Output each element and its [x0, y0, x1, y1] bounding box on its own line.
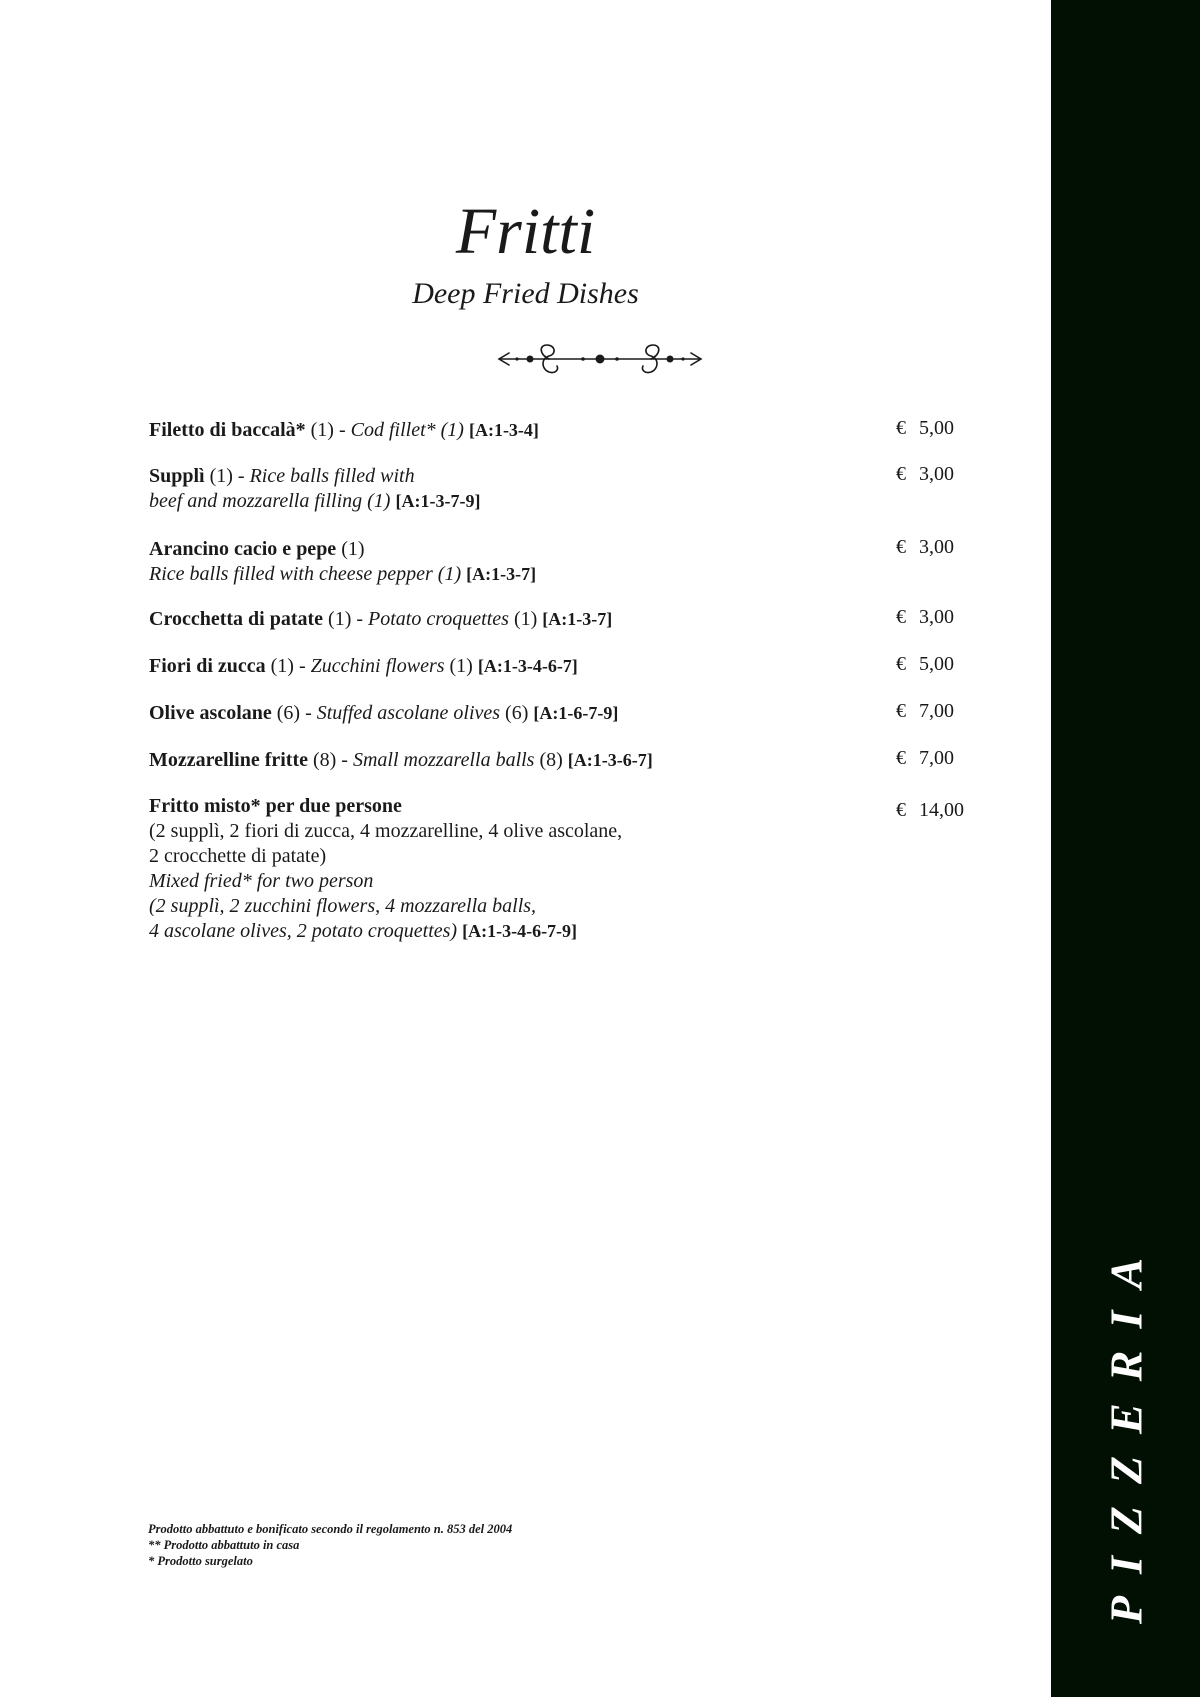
item-allergens: [A:1-3-6-7]: [567, 750, 653, 770]
item-price-value: 7,00: [919, 700, 954, 722]
currency-symbol: €: [896, 700, 906, 722]
item-english-quantity: (1): [444, 655, 478, 677]
menu-item-description: [149, 607, 989, 632]
item-name: Olive ascolane: [149, 702, 272, 724]
menu-item: [149, 464, 989, 514]
item-allergens: [A:1-3-4-6-7-9]: [462, 921, 578, 941]
item-name: Filetto di baccalà*: [149, 419, 306, 441]
currency-symbol: €: [896, 747, 906, 769]
item-english-quantity: (6): [500, 702, 534, 724]
item-name: Fritto misto* per due persone: [149, 795, 402, 817]
item-name: Supplì: [149, 465, 205, 487]
item-quantity: (1) -: [204, 465, 250, 487]
item-english-name: Stuffed ascolane olives: [316, 702, 501, 724]
item-price: [896, 416, 954, 441]
item-english-quantity: (8): [534, 749, 568, 771]
item-price: [896, 605, 954, 630]
menu-item-description: [149, 654, 989, 679]
menu-item-description: [149, 418, 989, 443]
sidebar-label: PIZZERIA: [1100, 1235, 1151, 1625]
menu-item: [149, 794, 989, 944]
footnotes: [148, 1521, 512, 1569]
currency-symbol: €: [896, 606, 906, 628]
item-english-name: Mixed fried* for two person: [149, 870, 374, 892]
footnote: Prodotto abbattuto e bonificato secondo il regolamento n. 853 del 2004: [148, 1522, 513, 1536]
item-english-name: Rice balls filled with: [249, 465, 415, 487]
item-price-value: 14,00: [919, 799, 964, 821]
menu-item: [149, 607, 989, 632]
item-quantity: (1): [336, 538, 365, 560]
page-title: Fritti: [455, 195, 596, 268]
item-price-value: 3,00: [919, 463, 954, 485]
item-allergens: [A:1-6-7-9]: [533, 703, 619, 723]
item-contents-line: 2 crocchette di patate): [149, 845, 327, 867]
item-price-value: 5,00: [919, 417, 954, 439]
currency-symbol: €: [896, 417, 906, 439]
item-quantity: (6) -: [271, 702, 317, 724]
item-name: Mozzarelline fritte: [149, 749, 308, 771]
item-price: [896, 746, 954, 771]
item-allergens: [A:1-3-7]: [466, 564, 537, 584]
item-english-name: Potato croquettes: [368, 608, 509, 630]
item-english-name: Rice balls filled with cheese pepper (1): [149, 563, 462, 585]
menu-item-description: [149, 794, 989, 944]
item-price: [896, 652, 954, 677]
item-name: Arancino cacio e pepe: [149, 538, 337, 560]
footnote: ** Prodotto abbattuto in casa: [148, 1538, 300, 1552]
item-allergens: [A:1-3-4]: [468, 420, 539, 440]
item-price: [896, 798, 964, 823]
item-allergens: [A:1-3-4-6-7]: [477, 656, 578, 676]
ornament-divider: [495, 342, 705, 376]
menu-item: [149, 537, 989, 587]
item-english-name: Cod fillet* (1): [350, 419, 464, 441]
item-english-quantity: (1): [508, 608, 543, 630]
item-price: [896, 462, 954, 487]
item-price-value: 5,00: [919, 653, 954, 675]
item-quantity: (8) -: [307, 749, 353, 771]
item-price-value: 3,00: [919, 536, 954, 558]
menu-item-description: [149, 464, 989, 514]
menu-item-description: [149, 701, 989, 726]
currency-symbol: €: [896, 463, 906, 485]
item-allergens: [A:1-3-7]: [542, 609, 613, 629]
sidebar-band: [1051, 0, 1200, 1697]
menu-item-description: [149, 748, 989, 773]
item-name: Crocchetta di patate: [149, 608, 324, 630]
menu-item: [149, 701, 989, 726]
menu-item: [149, 748, 989, 773]
item-price-value: 7,00: [919, 747, 954, 769]
item-contents-line: (2 supplì, 2 fiori di zucca, 4 mozzarelline, 4 olive ascolane,: [149, 820, 623, 842]
item-quantity: (1) -: [265, 655, 311, 677]
item-quantity: (1) -: [305, 419, 351, 441]
item-allergens: [A:1-3-7-9]: [395, 491, 481, 511]
item-english-name-continued: beef and mozzarella filling (1): [149, 490, 391, 512]
menu-item: [149, 654, 989, 679]
currency-symbol: €: [896, 536, 906, 558]
item-english-name: Small mozzarella balls: [352, 749, 535, 771]
item-price: [896, 699, 954, 724]
item-english-contents-line: 4 ascolane olives, 2 potato croquettes): [149, 920, 458, 942]
currency-symbol: €: [896, 799, 906, 821]
item-price: [896, 535, 954, 560]
item-price-value: 3,00: [919, 606, 954, 628]
item-english-contents-line: (2 supplì, 2 zucchini flowers, 4 mozzarella balls,: [149, 895, 537, 917]
menu-item: [149, 418, 989, 443]
page-subtitle: Deep Fried Dishes: [412, 277, 639, 310]
item-name: Fiori di zucca: [149, 655, 266, 677]
menu-item-description: [149, 537, 989, 587]
item-quantity: (1) -: [323, 608, 369, 630]
item-english-name: Zucchini flowers: [310, 655, 445, 677]
footnote: * Prodotto surgelato: [148, 1554, 253, 1568]
currency-symbol: €: [896, 653, 906, 675]
